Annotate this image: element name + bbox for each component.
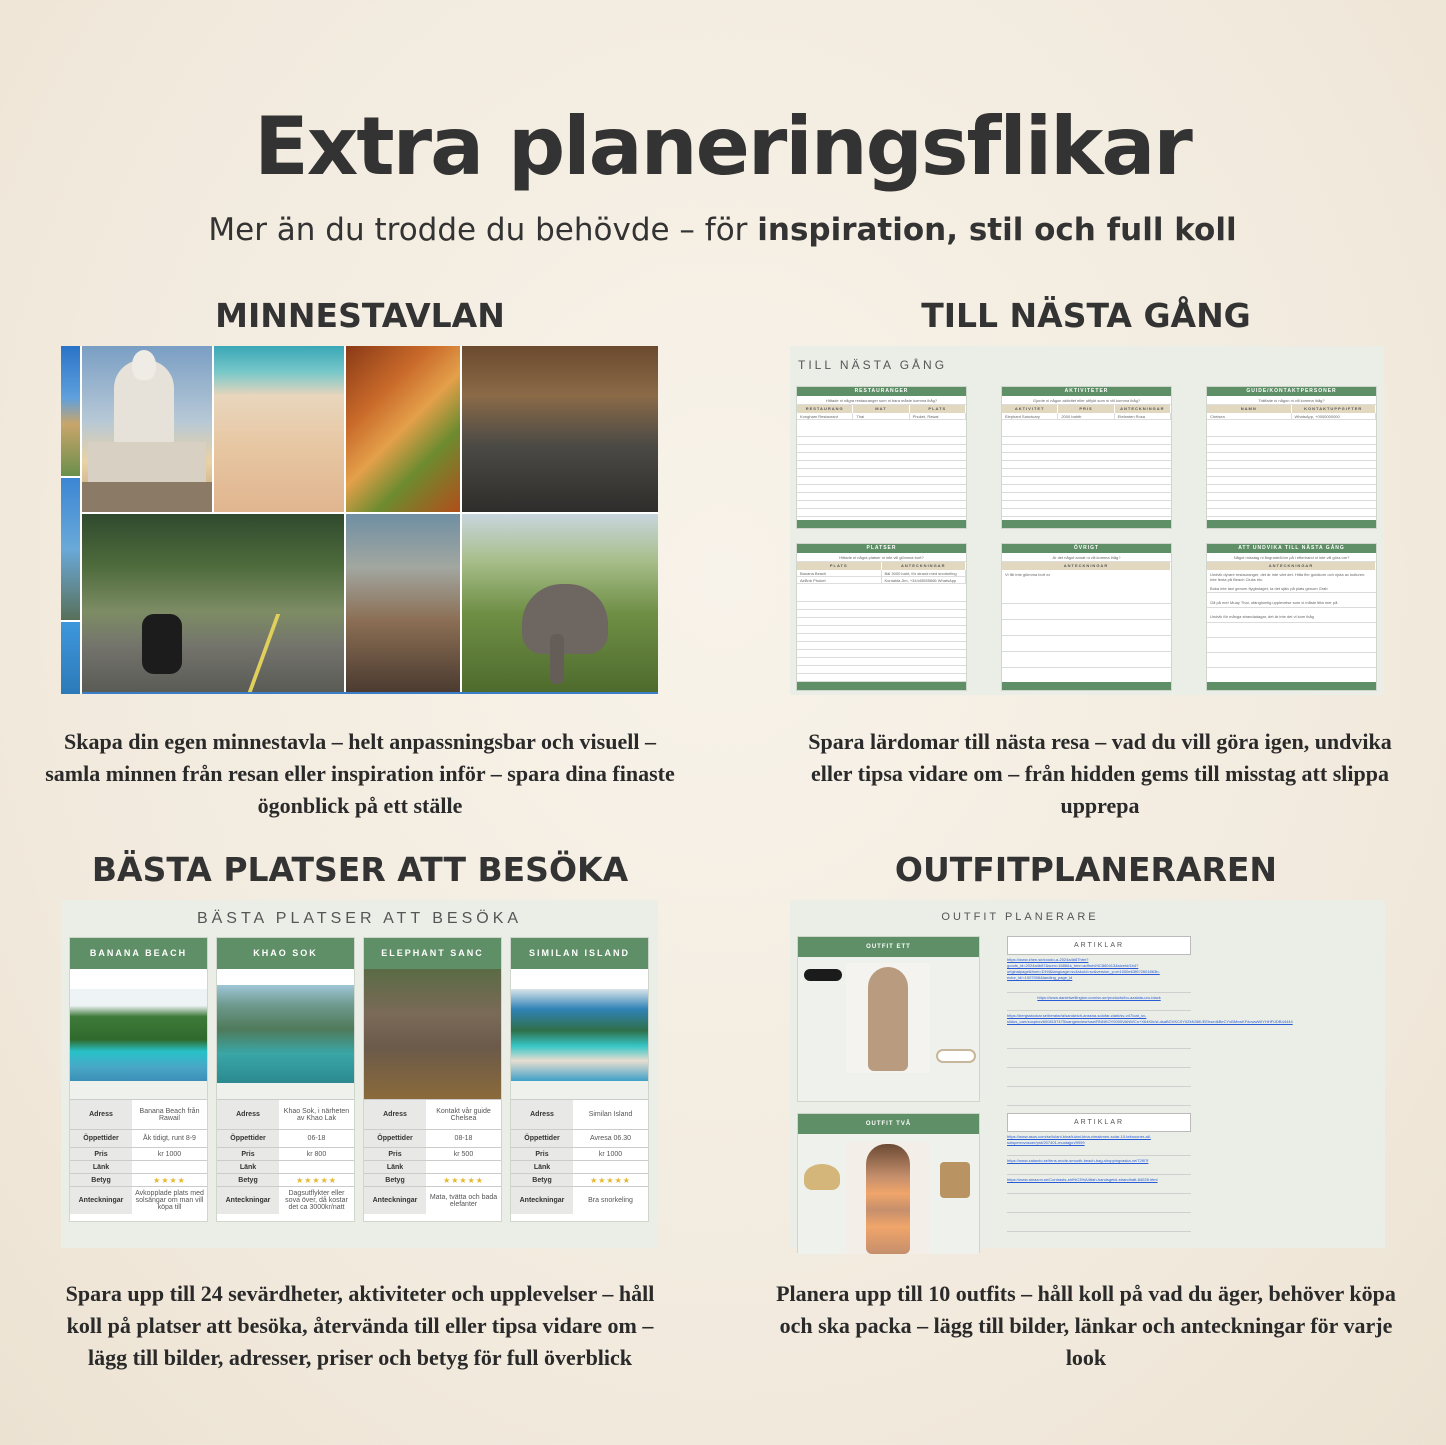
col-header: PRIS [1058,405,1114,413]
note-text[interactable]: Gå på mer Muay Thai, otänglomlig upplevelse som vi måste titta mer på. [1210,600,1339,605]
field-label: Länk [364,1161,426,1173]
photo-street-food [346,346,460,512]
table-header: GUIDE/KONTAKTPERSONER [1207,387,1376,396]
field-value[interactable]: Kontakt vår guide Chelsea [436,1107,491,1122]
field-value[interactable]: kr 800 [306,1150,327,1158]
table-cell[interactable]: Bäl 3000 baht, för strand med snorkeling [882,570,967,576]
table-header: RESTAURANGER [797,387,966,396]
photo-elephant [462,514,658,694]
field-label: Adress [217,1100,279,1129]
basta-platser-preview [61,900,658,1248]
col-header: RESTAURANG [797,405,853,413]
field-label: Länk [217,1161,279,1173]
col-header: ANTECKNINGAR [1207,562,1376,570]
page-title: Extra planeringsflikar [254,100,1191,193]
photo-night-street [462,346,658,512]
preview-title: OUTFIT PLANERARE [941,911,1099,923]
article-link[interactable]: https://bergsstockar.se/beratar/a/sandwich-anssna-solofar-clark/sv-v47/oat_sv-slidus_carr/zoopton/6008157475/sangesvlesrfuse/RNNKOY0000VANWCo+X64KIk/sLdsaBGVKC0Y0ZkN36K/EEhsedkBeCYxBMvwKFdowwWIYHHFUDB44444 [1007,1011,1191,1049]
table-platser [796,543,967,691]
table-header: ATT UNDVIKA TILL NÄSTA GÅNG [1207,544,1376,553]
memory-board-preview [61,346,658,694]
table-question: Hittade ni några platser ni inte vill glömma bort? [797,553,966,562]
table-cell[interactable]: AirBnb Phuket [797,577,882,583]
preview-title: BÄSTA PLATSER ATT BESÖKA [196,910,523,927]
card-title: KHAO SOK [217,938,354,969]
table-header: PLATSER [797,544,966,553]
table-att-undvika [1206,543,1377,691]
section-title-till-nasta-gang: TILL NÄSTA GÅNG [921,296,1251,335]
place-photo [217,985,354,1083]
col-header: ANTECKNINGAR [1002,562,1171,570]
field-label: Pris [217,1148,279,1160]
field-label: Öppettider [217,1130,279,1147]
field-label: Adress [364,1100,426,1129]
field-label: Öppettider [511,1130,573,1147]
field-label: Betyg [364,1174,426,1186]
col-header: ANTECKNINGAR [882,562,967,570]
field-value[interactable]: Mata, tvätta och bada elefanter [429,1193,498,1208]
field-label: Pris [364,1148,426,1160]
table-question: Hittade ni några restauranger som ni bara måste komma ihåg? [797,396,966,405]
col-header: KONTAKTUPPGIFTER [1292,405,1377,413]
field-value[interactable]: 06-18 [307,1135,326,1142]
outfit-articles-list [1007,936,1293,1106]
subtitle-bold: inspiration, stil och full koll [757,212,1237,248]
field-label: Betyg [217,1174,279,1186]
table-header: AKTIVITETER [1002,387,1171,396]
table-question: Är det något annat ni vill komma ihåg? [1002,553,1171,562]
article-link[interactable]: https://www.danielwellington.com/sv-se/products/bo-azalata-uro-black [1007,993,1191,1011]
star-rating[interactable]: ★★★★ [153,1175,186,1185]
card-title: SIMILAN ISLAND [511,938,648,969]
section-desc-basta-platser: Spara upp till 24 sevärdheter, aktiviteter och upplevelser – håll koll på platser att besöka, återvända till eller tipsa vidare om – lägg till bilder, adresser, priser och betyg för full överblick [65,1281,655,1370]
photo-beach-sand [214,346,344,512]
table-cell[interactable]: Elefanten Rosa [1115,413,1171,419]
table-question: Något misstag ni ångrade/körn på i efterhand ni inte vill göra om? [1207,553,1376,562]
outfit-title: OUTFIT ETT [798,937,979,957]
photo-strip [61,478,80,620]
section-desc-outfitplaneraren: Planera upp till 10 outfits – håll koll på vad du äger, behöver köpa och ska packa – lägg till bilder, länkar och anteckningar för varje look [776,1281,1396,1370]
table-aktiviteter [1001,386,1172,529]
place-card [510,937,649,1222]
field-value[interactable]: Åk tidigt, runt 8-9 [143,1135,196,1142]
table-cell[interactable]: Phuket, Rawai [910,413,966,419]
field-label: Pris [70,1148,132,1160]
table-restauranger [796,386,967,529]
col-header: AKTIVITET [1002,405,1058,413]
list-header: ARTIKLAR [1007,936,1191,955]
photo-strip [61,622,80,694]
field-value[interactable]: kr 1000 [157,1150,182,1158]
field-label: Anteckningar [364,1187,426,1214]
photo-big-buddha [82,346,212,512]
field-label: Öppettider [70,1130,132,1147]
field-label: Adress [511,1100,573,1129]
field-value[interactable]: 08-18 [454,1135,473,1142]
section-title-outfitplaneraren: OUTFITPLANERAREN [894,850,1278,889]
col-header: MAT [853,405,909,413]
table-cell[interactable]: Thai [853,413,909,419]
table-ovrigt [1001,543,1172,691]
note-text[interactable]: Boka inte taxi genom flygbolaget, ta det själv på plats genom Grab [1210,586,1328,591]
col-header: PLATS [910,405,966,413]
outfit-planner-preview [790,900,1385,1248]
note-text[interactable]: Vi får inte glömma bort xx [1005,572,1051,577]
card-title: ELEPHANT SANC [364,938,501,969]
card-title: BANANA BEACH [70,938,207,969]
table-cell[interactable]: Elephant Sanctuary [1002,413,1058,419]
outfit-card [797,1113,980,1253]
place-card [363,937,502,1222]
photo-jungle-road [82,514,344,692]
section-title-minnestavlan: MINNESTAVLAN [215,296,505,335]
field-label: Anteckningar [511,1187,573,1214]
board-edge [82,692,658,694]
note-text[interactable]: Undvik för många strandadagar, det är inte det vi kom ihåg [1210,614,1314,619]
table-question: Gjorde ni någon aktivitet eller utflykt som ni vill komma ihåg? [1002,396,1171,405]
place-photo [511,989,648,1081]
star-rating[interactable]: ★★★★★ [590,1175,631,1185]
field-value[interactable]: Dagsutflykter eller sova över, då kostar det ca 3000kr/natt [285,1190,348,1211]
outfit-figure [866,1144,910,1254]
photo-strip [61,346,80,476]
table-question: Träffade ni någon ni vill komma ihåg? [1207,396,1376,405]
table-cell[interactable]: Kontakta Jim, +34445555666 WhatsApp [882,577,967,583]
field-value[interactable]: Khao Sok, i närheten av Khao Lak [283,1107,350,1122]
section-title-basta-platser: BÄSTA PLATSER ATT BESÖKA [91,850,629,889]
outfit-image-area[interactable] [798,1134,979,1254]
table-cell[interactable]: 2000 bahtb [1058,413,1114,419]
field-label: Länk [511,1161,573,1173]
field-label: Anteckningar [217,1187,279,1214]
article-link[interactable]: https://www.zhen.se/zoodo-a-2024a4b87htm?goods_id=2024a4b87&sum=1686&s_hmr=adfruhf/4C860413&sizeId/1b4?originalpage&from=DH4&language=sv&skuId=sv&version_p=m1000e63f6?2601863b-ector_id/=1007006&landing_page_id [1007,955,1191,993]
table-cell[interactable]: Kongham Restaurant [797,413,853,419]
link-value[interactable] [279,1161,354,1173]
section-desc-minnestavlan: Skapa din egen minnestavla – helt anpassningsbar och visuell – samla minnen från resan eller inspiration inför – spara dina finaste ögonblick på ett ställe [45,729,675,818]
field-label: Länk [70,1161,132,1173]
section-desc-till-nasta-gang: Spara lärdomar till nästa resa – vad du vill göra igen, undvika eller tipsa vidare om – från hidden gems till misstag att slippa upprepa [808,729,1392,818]
field-value[interactable]: Bra snorkeling [588,1197,633,1204]
outfit-card [797,936,980,1102]
field-value[interactable]: Avkopplade plats med solsängar om man vill köpa till [135,1190,204,1211]
straw-bag-icon [940,1162,970,1198]
table-cell[interactable]: WhatsApp, +0000000000 [1292,413,1377,419]
field-label: Betyg [70,1174,132,1186]
photo-market-alley [346,514,460,692]
table-guide-kontaktpersoner [1206,386,1377,529]
field-value[interactable]: kr 500 [453,1150,474,1158]
field-value[interactable]: Similan Island [588,1111,633,1118]
link-value[interactable] [426,1161,501,1173]
place-card [216,937,355,1222]
outfit-articles-list [1007,1113,1191,1232]
sunglasses-icon [804,969,842,981]
article-link[interactable]: https://www.amazon.se/Contrasts-shi%C3%A4ttah-handsgelol-strandhatt-84028.html [1007,1175,1191,1194]
table-cell[interactable]: Chelsea [1207,413,1292,419]
field-value[interactable]: kr 1000 [598,1150,623,1158]
col-header: ANTECKNINGAR [1115,405,1171,413]
article-link[interactable]: https://www.zalando.se/fens-mode-smooth-beach-bag-shoppingvaska-ve/72f07f [1007,1156,1191,1175]
list-header: ARTIKLAR [1007,1113,1191,1132]
place-photo [364,969,501,1099]
article-link[interactable]: https://www.asos.com/se/lulani-bina/lulani-bina-vimakmen-solar-10-teknooner-all-solsperrovosoer/prd/207401-muotajpn/9999 [1007,1132,1191,1156]
link-value[interactable] [573,1161,648,1173]
table-cell[interactable]: Banana Beach [797,570,882,576]
field-label: Öppettider [364,1130,426,1147]
col-header: NAMN [1207,405,1292,413]
star-rating[interactable]: ★★★★★ [296,1175,337,1185]
field-value[interactable]: Banana Beach från Rawail [139,1107,200,1122]
page-subtitle [0,212,1445,248]
sun-hat-icon [804,1164,840,1190]
till-nasta-gang-preview [790,346,1384,695]
link-value[interactable] [132,1161,207,1173]
preview-title: TILL NÄSTA GÅNG [798,358,948,372]
field-value[interactable]: Avresa 06.30 [589,1135,632,1142]
field-label: Betyg [511,1174,573,1186]
place-photo [70,989,207,1081]
outfit-image-area[interactable] [798,957,979,1101]
table-header: ÖVRIGT [1002,544,1171,553]
field-label: Pris [511,1148,573,1160]
field-label: Anteckningar [70,1187,132,1214]
note-text[interactable]: Undvik dyrare restauranger, det är inte värt det. Hitta fler guidkorn och njuta av kulturen. Inte festa på Beach Clubs etc. [1210,572,1366,582]
field-label: Adress [70,1100,132,1129]
star-rating[interactable]: ★★★★★ [443,1175,484,1185]
outfit-figure [868,967,908,1071]
outfit-title: OUTFIT TVÅ [798,1114,979,1134]
col-header: PLATS [797,562,882,570]
place-card [69,937,208,1222]
subtitle-plain: Mer än du trodde du behövde – för [208,212,758,248]
sandals-icon [936,1049,976,1063]
